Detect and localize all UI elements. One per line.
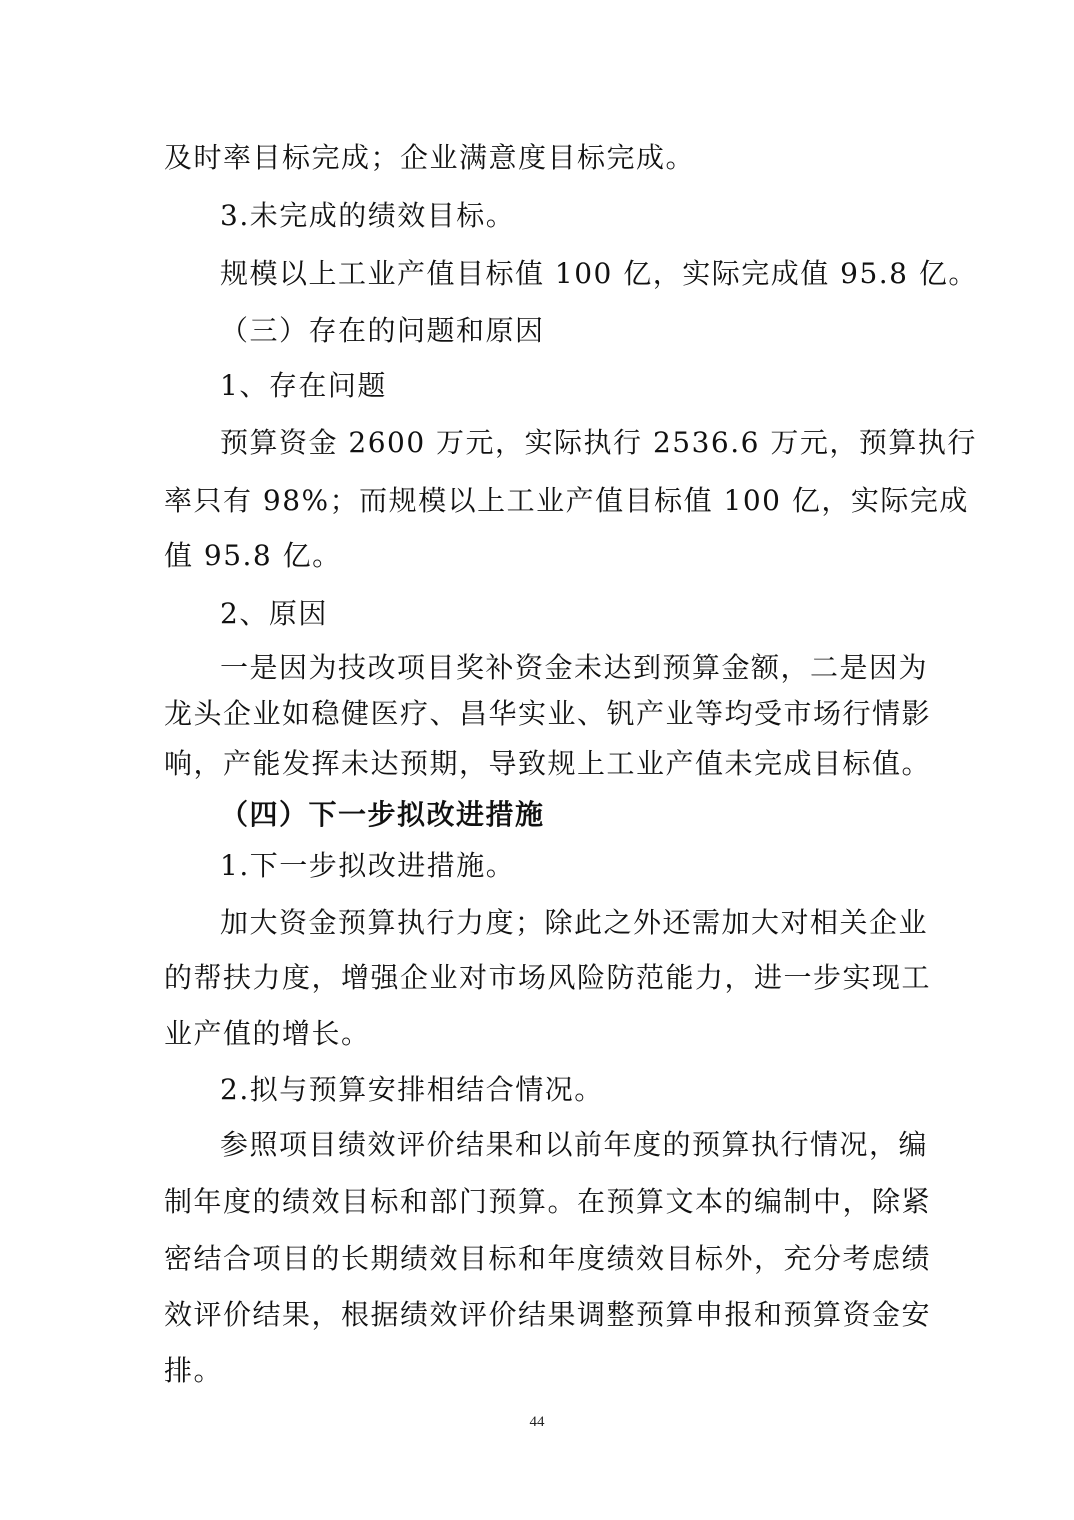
section-heading-problems: （三）存在的问题和原因 [220, 314, 545, 347]
text-line: 值 95.8 亿。 [164, 539, 342, 572]
text-line: 排。 [164, 1354, 224, 1387]
page-number: 44 [529, 1414, 545, 1430]
text-line: 制年度的绩效目标和部门预算。在预算文本的编制中，除紧 [164, 1185, 932, 1218]
section-heading-improvements: （四）下一步拟改进措施 [220, 798, 545, 831]
text-line: 响，产能发挥未达预期，导致规上工业产值未完成目标值。 [164, 747, 932, 780]
subheading-budget-arrangement: 2.拟与预算安排相结合情况。 [220, 1073, 604, 1106]
text-line: 预算资金 2600 万元，实际执行 2536.6 万元，预算执行 [220, 426, 977, 459]
text-line: 及时率目标完成；企业满意度目标完成。 [164, 141, 696, 174]
text-line: 的帮扶力度，增强企业对市场风险防范能力，进一步实现工 [164, 961, 932, 994]
text-line: 率只有 98%；而规模以上工业产值目标值 100 亿，实际完成 [164, 484, 969, 517]
text-line: 业产值的增长。 [164, 1017, 371, 1050]
subheading-next-steps: 1.下一步拟改进措施。 [220, 849, 516, 882]
subheading-reasons: 2、原因 [220, 597, 328, 630]
text-line: 参照项目绩效评价结果和以前年度的预算执行情况，编 [220, 1128, 929, 1161]
text-line: 效评价结果，根据绩效评价结果调整预算申报和预算资金安 [164, 1298, 932, 1331]
text-line: 规模以上工业产值目标值 100 亿，实际完成值 95.8 亿。 [220, 257, 978, 290]
subheading-unfinished-goals: 3.未完成的绩效目标。 [220, 199, 516, 232]
text-line: 龙头企业如稳健医疗、昌华实业、钒产业等均受市场行情影 [164, 697, 932, 730]
text-line: 密结合项目的长期绩效目标和年度绩效目标外，充分考虑绩 [164, 1242, 932, 1275]
text-line: 一是因为技改项目奖补资金未达到预算金额，二是因为 [220, 651, 929, 684]
subheading-problems: 1、存在问题 [220, 369, 387, 402]
text-line: 加大资金预算执行力度；除此之外还需加大对相关企业 [220, 906, 929, 939]
